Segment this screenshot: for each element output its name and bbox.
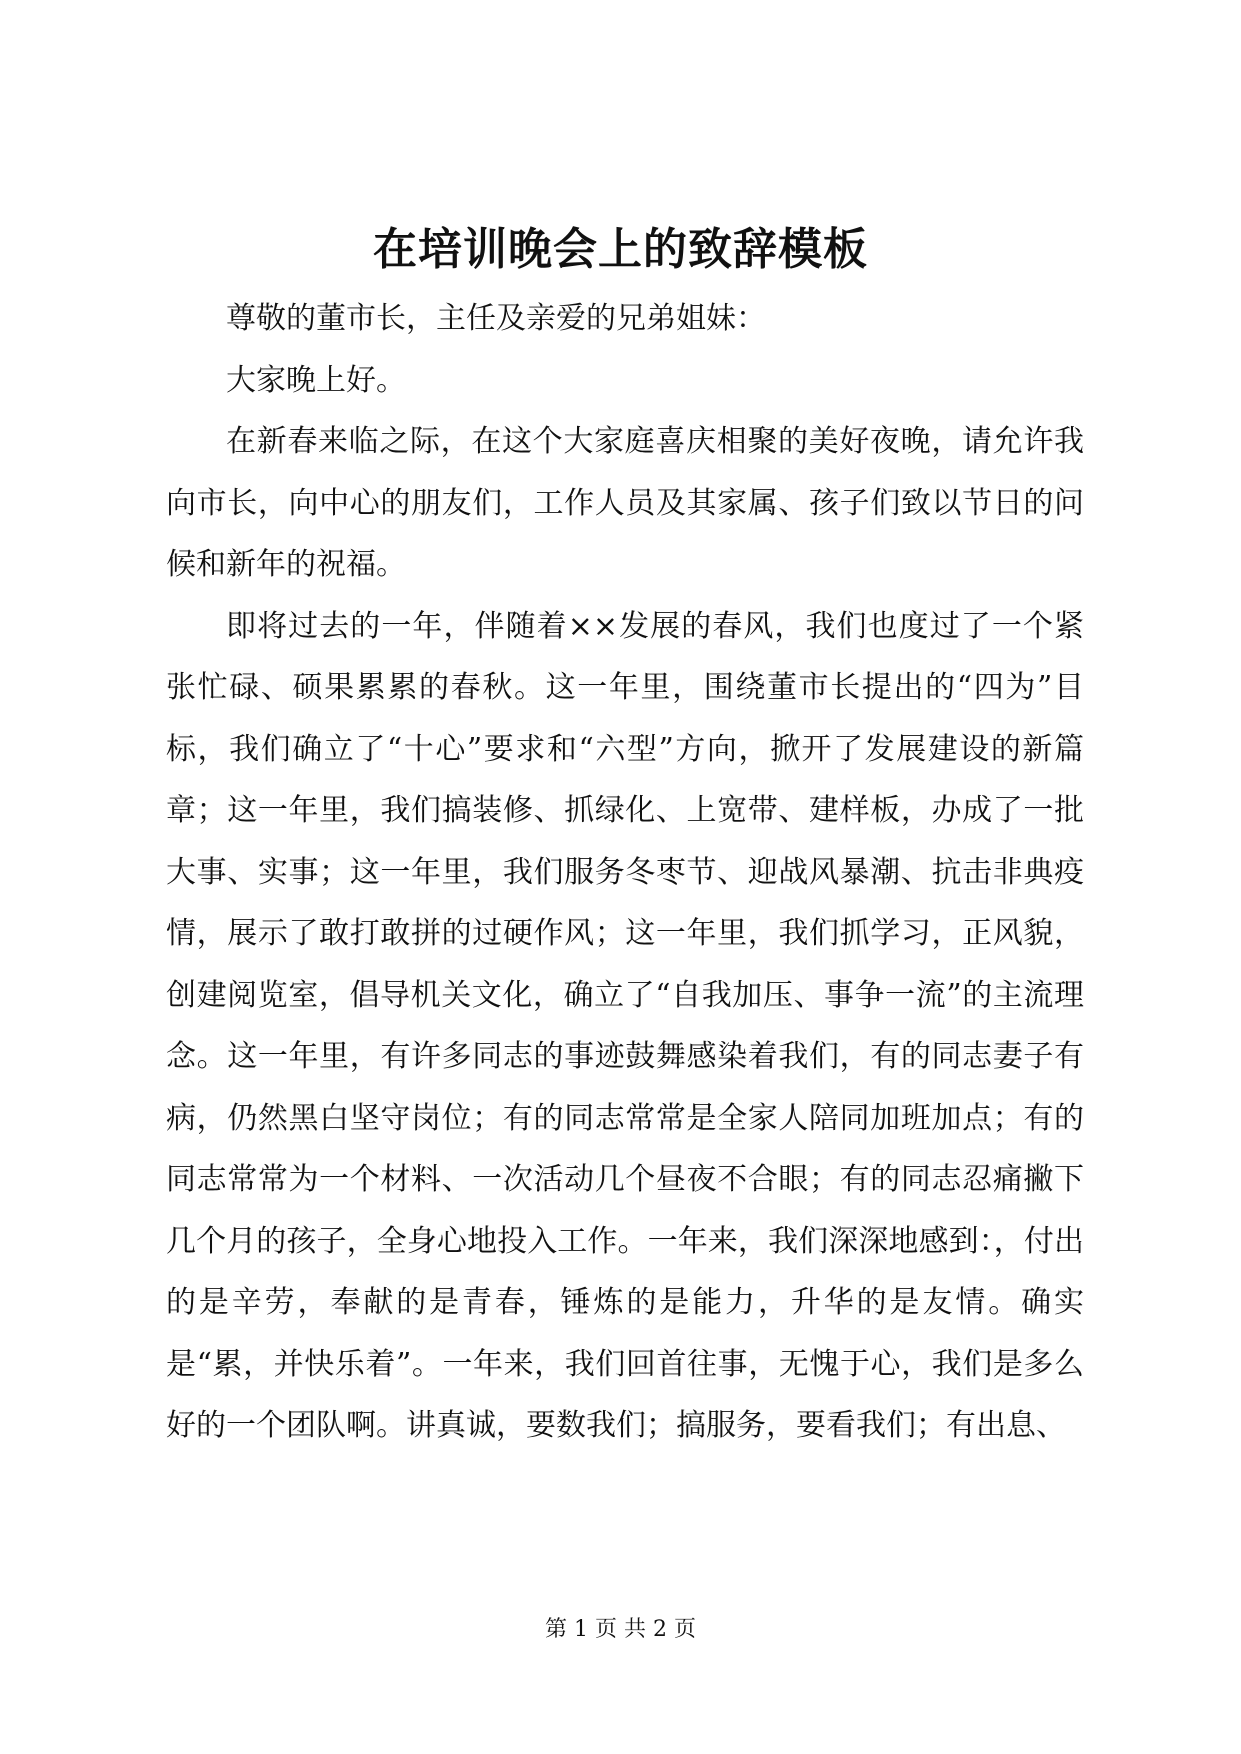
page-footer: 第 1 页 共 2 页	[545, 1617, 696, 1642]
body-paragraph: 即将过去的一年，伴随着××发展的春风，我们也度过了一个紧张忙碌、硕果累累的春秋。这一年里，围绕董市长提出的“四为”目标，我们确立了“十心”要求和“六型”方向，掀开了发展建设的新篇章；这一年里，我们搞装修、抓绿化、上宽带、建样板，办成了一批大事、实事；这一年里，我们服务冬枣节、迎战风暴潮、抗击非典疫情，展示了敢打敢拼的过硬作风；这一年里，我们抓学习，正风貌，创建阅览室，倡导机关文化，确立了“自我加压、事争一流”的主流理念。这一年里，有许多同志的事迹鼓舞感染着我们，有的同志妻子有病，仍然黑白坚守岗位；有的同志常常是全家人陪同加班加点；有的同志常常为一个材料、一次活动几个昼夜不合眼；有的同志忍痛撇下几个月的孩子，全身心地投入工作。一年来，我们深深地感到：，付出的是辛劳，奉献的是青春，锤炼的是能力，升华的是友情。确实是“累，并快乐着”。一年来，我们回首往事，无愧于心，我们是多么好的一个团队啊。讲真诚，要数我们；搞服务，要看我们；有出息、	[166, 608, 1084, 1443]
greeting-paragraph: 大家晚上好。	[226, 362, 406, 398]
document-body	[166, 288, 1084, 1457]
salutation-paragraph: 尊敬的董市长，主任及亲爱的兄弟姐妹：	[226, 301, 766, 336]
document-title: 在培训晚会上的致辞模板	[373, 224, 868, 275]
body-paragraph: 在新春来临之际，在这个大家庭喜庆相聚的美好夜晚，请允许我向市长，向中心的朋友们，工作人员及其家属、孩子们致以节日的问候和新年的祝福。	[166, 424, 1084, 582]
